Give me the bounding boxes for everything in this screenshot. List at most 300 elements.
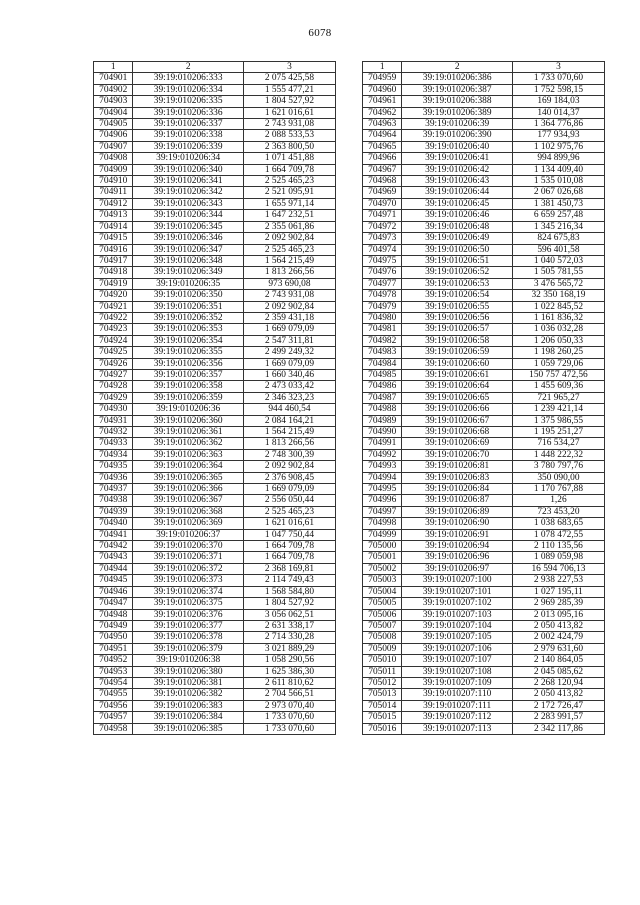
cadastral-number-cell: 39:19:010206:370 [133, 541, 243, 552]
cadastral-number-cell: 39:19:010206:357 [133, 369, 243, 380]
table-row [363, 290, 605, 301]
row-number-cell: 704969 [363, 187, 402, 198]
value-cell: 1 071 451,88 [243, 153, 335, 164]
cadastral-number-cell: 39:19:010206:376 [133, 609, 243, 620]
row-number-cell: 704917 [94, 255, 133, 266]
cadastral-number-cell: 39:19:010206:59 [402, 347, 512, 358]
row-number-cell: 704919 [94, 278, 133, 289]
value-cell: 32 350 168,19 [512, 290, 604, 301]
row-number-cell: 704930 [94, 404, 133, 415]
row-number-cell: 704961 [363, 96, 402, 107]
table-row [94, 335, 336, 346]
row-number-cell: 704971 [363, 210, 402, 221]
cadastral-number-cell: 39:19:010206:334 [133, 84, 243, 95]
table-row [94, 278, 336, 289]
table-row [363, 677, 605, 688]
table-row [363, 392, 605, 403]
value-cell: 2 556 050,44 [243, 495, 335, 506]
table-row [363, 609, 605, 620]
cadastral-number-cell: 39:19:010206:44 [402, 187, 512, 198]
register-table-left [93, 61, 336, 735]
row-number-cell: 704935 [94, 461, 133, 472]
value-cell: 2 172 726,47 [512, 700, 604, 711]
value-cell: 2 013 095,16 [512, 609, 604, 620]
table-row [363, 301, 605, 312]
row-number-cell: 704911 [94, 187, 133, 198]
table-row [94, 586, 336, 597]
value-cell: 2 084 164,21 [243, 415, 335, 426]
cadastral-number-cell: 39:19:010206:50 [402, 244, 512, 255]
value-cell: 2 067 026,68 [512, 187, 604, 198]
row-number-cell: 704960 [363, 84, 402, 95]
table-row [363, 666, 605, 677]
cadastral-number-cell: 39:19:010206:358 [133, 381, 243, 392]
row-number-cell: 704937 [94, 484, 133, 495]
cadastral-number-cell: 39:19:010206:375 [133, 598, 243, 609]
row-number-cell: 704990 [363, 427, 402, 438]
cadastral-number-cell: 39:19:010206:340 [133, 164, 243, 175]
cadastral-number-cell: 39:19:010206:45 [402, 198, 512, 209]
value-cell: 824 675,83 [512, 233, 604, 244]
cadastral-number-cell: 39:19:010207:113 [402, 723, 512, 734]
table-body [363, 62, 605, 735]
table-row [94, 267, 336, 278]
value-cell: 2 363 800,50 [243, 141, 335, 152]
value-cell: 2 611 810,62 [243, 677, 335, 688]
cadastral-number-cell: 39:19:010206:387 [402, 84, 512, 95]
row-number-cell: 704921 [94, 301, 133, 312]
table-row [94, 632, 336, 643]
value-cell: 2 268 120,94 [512, 677, 604, 688]
value-cell: 1 564 215,49 [243, 427, 335, 438]
table-row [363, 415, 605, 426]
value-cell: 1 669 079,09 [243, 358, 335, 369]
row-number-cell: 705006 [363, 609, 402, 620]
table-row [94, 290, 336, 301]
cadastral-number-cell: 39:19:010207:107 [402, 655, 512, 666]
row-number-cell: 704987 [363, 392, 402, 403]
value-cell: 1 381 450,73 [512, 198, 604, 209]
table-row [94, 381, 336, 392]
cadastral-number-cell: 39:19:010206:60 [402, 358, 512, 369]
table-row [363, 575, 605, 586]
cadastral-number-cell: 39:19:010206:81 [402, 461, 512, 472]
value-cell: 1 564 215,49 [243, 255, 335, 266]
table-header-row [94, 62, 336, 73]
table-row [363, 404, 605, 415]
cadastral-number-cell: 39:19:010206:70 [402, 449, 512, 460]
row-number-cell: 704970 [363, 198, 402, 209]
cadastral-number-cell: 39:19:010206:36 [133, 404, 243, 415]
row-number-cell: 704906 [94, 130, 133, 141]
cadastral-number-cell: 39:19:010207:110 [402, 689, 512, 700]
value-cell: 2 050 413,82 [512, 620, 604, 631]
row-number-cell: 704902 [94, 84, 133, 95]
cadastral-number-cell: 39:19:010206:378 [133, 632, 243, 643]
row-number-cell: 704910 [94, 176, 133, 187]
row-number-cell: 704974 [363, 244, 402, 255]
cadastral-number-cell: 39:19:010206:344 [133, 210, 243, 221]
row-number-cell: 704927 [94, 369, 133, 380]
table-row [363, 107, 605, 118]
value-cell: 3 476 565,72 [512, 278, 604, 289]
row-number-cell: 704959 [363, 73, 402, 84]
column-header: 1 [94, 62, 133, 73]
row-number-cell: 704926 [94, 358, 133, 369]
cadastral-number-cell: 39:19:010206:38 [133, 655, 243, 666]
table-row [94, 484, 336, 495]
row-number-cell: 705012 [363, 677, 402, 688]
value-cell: 2 525 465,23 [243, 506, 335, 517]
row-number-cell: 704968 [363, 176, 402, 187]
row-number-cell: 705013 [363, 689, 402, 700]
table-row [94, 404, 336, 415]
table-row [94, 347, 336, 358]
cadastral-number-cell: 39:19:010206:362 [133, 438, 243, 449]
value-cell: 1 813 266,56 [243, 438, 335, 449]
table-row [94, 449, 336, 460]
row-number-cell: 704940 [94, 518, 133, 529]
row-number-cell: 704997 [363, 506, 402, 517]
table-row [94, 655, 336, 666]
row-number-cell: 704956 [94, 700, 133, 711]
table-body [94, 62, 336, 735]
cadastral-number-cell: 39:19:010206:335 [133, 96, 243, 107]
table-row [363, 689, 605, 700]
cadastral-number-cell: 39:19:010206:352 [133, 312, 243, 323]
cadastral-number-cell: 39:19:010206:66 [402, 404, 512, 415]
value-cell: 1 733 070,60 [243, 712, 335, 723]
value-cell: 1 022 845,52 [512, 301, 604, 312]
table-row [363, 723, 605, 734]
row-number-cell: 704982 [363, 335, 402, 346]
row-number-cell: 704909 [94, 164, 133, 175]
value-cell: 2 938 227,53 [512, 575, 604, 586]
value-cell: 2 979 631,60 [512, 643, 604, 654]
row-number-cell: 704962 [363, 107, 402, 118]
row-number-cell: 704903 [94, 96, 133, 107]
cadastral-number-cell: 39:19:010206:360 [133, 415, 243, 426]
value-cell: 2 525 465,23 [243, 176, 335, 187]
cadastral-number-cell: 39:19:010206:91 [402, 529, 512, 540]
value-cell: 1 555 477,21 [243, 84, 335, 95]
value-cell: 350 090,00 [512, 472, 604, 483]
table-row [94, 677, 336, 688]
value-cell: 2 376 908,45 [243, 472, 335, 483]
value-cell: 2 521 095,91 [243, 187, 335, 198]
table-row [363, 96, 605, 107]
table-row [363, 335, 605, 346]
cadastral-number-cell: 39:19:010206:339 [133, 141, 243, 152]
table-row [94, 221, 336, 232]
cadastral-number-cell: 39:19:010206:355 [133, 347, 243, 358]
table-row [363, 210, 605, 221]
row-number-cell: 704946 [94, 586, 133, 597]
table-row [363, 449, 605, 460]
cadastral-number-cell: 39:19:010206:367 [133, 495, 243, 506]
row-number-cell: 704994 [363, 472, 402, 483]
cadastral-number-cell: 39:19:010206:383 [133, 700, 243, 711]
row-number-cell: 704907 [94, 141, 133, 152]
value-cell: 177 934,93 [512, 130, 604, 141]
row-number-cell: 704955 [94, 689, 133, 700]
value-cell: 2 045 085,62 [512, 666, 604, 677]
cadastral-number-cell: 39:19:010206:64 [402, 381, 512, 392]
cadastral-number-cell: 39:19:010207:109 [402, 677, 512, 688]
row-number-cell: 704934 [94, 449, 133, 460]
table-row [363, 495, 605, 506]
value-cell: 3 021 889,29 [243, 643, 335, 654]
value-cell: 3 056 062,51 [243, 609, 335, 620]
cadastral-number-cell: 39:19:010206:381 [133, 677, 243, 688]
row-number-cell: 704991 [363, 438, 402, 449]
row-number-cell: 704967 [363, 164, 402, 175]
row-number-cell: 704922 [94, 312, 133, 323]
table-row [94, 689, 336, 700]
column-header: 1 [363, 62, 402, 73]
value-cell: 721 965,27 [512, 392, 604, 403]
value-cell: 1 733 070,60 [243, 723, 335, 734]
cadastral-number-cell: 39:19:010206:350 [133, 290, 243, 301]
cadastral-number-cell: 39:19:010206:87 [402, 495, 512, 506]
cadastral-number-cell: 39:19:010206:353 [133, 324, 243, 335]
value-cell: 1 621 016,61 [243, 518, 335, 529]
cadastral-number-cell: 39:19:010206:356 [133, 358, 243, 369]
cadastral-number-cell: 39:19:010206:57 [402, 324, 512, 335]
cadastral-number-cell: 39:19:010206:48 [402, 221, 512, 232]
table-row [363, 324, 605, 335]
table-row [94, 73, 336, 84]
table-row [94, 712, 336, 723]
cadastral-number-cell: 39:19:010206:55 [402, 301, 512, 312]
value-cell: 2 110 135,56 [512, 541, 604, 552]
row-number-cell: 705004 [363, 586, 402, 597]
cadastral-number-cell: 39:19:010206:368 [133, 506, 243, 517]
table-row [363, 506, 605, 517]
value-cell: 169 184,03 [512, 96, 604, 107]
cadastral-number-cell: 39:19:010206:359 [133, 392, 243, 403]
value-cell: 3 780 797,76 [512, 461, 604, 472]
row-number-cell: 704958 [94, 723, 133, 734]
cadastral-number-cell: 39:19:010206:347 [133, 244, 243, 255]
table-header-row [363, 62, 605, 73]
value-cell: 1 664 709,78 [243, 164, 335, 175]
row-number-cell: 705008 [363, 632, 402, 643]
row-number-cell: 704976 [363, 267, 402, 278]
cadastral-number-cell: 39:19:010207:111 [402, 700, 512, 711]
value-cell: 1 198 260,25 [512, 347, 604, 358]
row-number-cell: 704942 [94, 541, 133, 552]
value-cell: 2 088 533,53 [243, 130, 335, 141]
value-cell: 2 114 749,43 [243, 575, 335, 586]
cadastral-number-cell: 39:19:010206:54 [402, 290, 512, 301]
table-row [363, 255, 605, 266]
table-row [94, 141, 336, 152]
cadastral-number-cell: 39:19:010206:346 [133, 233, 243, 244]
cadastral-number-cell: 39:19:010206:377 [133, 620, 243, 631]
cadastral-number-cell: 39:19:010207:108 [402, 666, 512, 677]
table-row [363, 472, 605, 483]
table-row [94, 415, 336, 426]
row-number-cell: 704965 [363, 141, 402, 152]
cadastral-number-cell: 39:19:010206:382 [133, 689, 243, 700]
value-cell: 1 036 032,28 [512, 324, 604, 335]
table-row [94, 723, 336, 734]
table-row [94, 312, 336, 323]
cadastral-number-cell: 39:19:010206:46 [402, 210, 512, 221]
value-cell: 2 547 311,81 [243, 335, 335, 346]
value-cell: 1 625 386,30 [243, 666, 335, 677]
table-row [363, 598, 605, 609]
table-row [94, 552, 336, 563]
table-row [94, 324, 336, 335]
value-cell: 2 704 566,51 [243, 689, 335, 700]
table-row [94, 643, 336, 654]
table-row [363, 233, 605, 244]
value-cell: 1 535 010,08 [512, 176, 604, 187]
value-cell: 1 664 709,78 [243, 541, 335, 552]
row-number-cell: 704947 [94, 598, 133, 609]
column-header: 3 [512, 62, 604, 73]
row-number-cell: 704983 [363, 347, 402, 358]
cadastral-number-cell: 39:19:010206:348 [133, 255, 243, 266]
value-cell: 2 092 902,84 [243, 233, 335, 244]
row-number-cell: 704972 [363, 221, 402, 232]
row-number-cell: 704925 [94, 347, 133, 358]
cadastral-number-cell: 39:19:010207:103 [402, 609, 512, 620]
row-number-cell: 704986 [363, 381, 402, 392]
value-cell: 1 813 266,56 [243, 267, 335, 278]
table-row [94, 130, 336, 141]
cadastral-number-cell: 39:19:010206:53 [402, 278, 512, 289]
value-cell: 2 714 330,28 [243, 632, 335, 643]
row-number-cell: 704999 [363, 529, 402, 540]
value-cell: 1 089 059,98 [512, 552, 604, 563]
table-row [363, 655, 605, 666]
cadastral-number-cell: 39:19:010206:65 [402, 392, 512, 403]
value-cell: 596 401,58 [512, 244, 604, 255]
cadastral-number-cell: 39:19:010206:67 [402, 415, 512, 426]
table-row [363, 358, 605, 369]
value-cell: 1 733 070,60 [512, 73, 604, 84]
cadastral-number-cell: 39:19:010206:336 [133, 107, 243, 118]
value-cell: 1 752 598,15 [512, 84, 604, 95]
row-number-cell: 704977 [363, 278, 402, 289]
cadastral-number-cell: 39:19:010207:112 [402, 712, 512, 723]
table-row [363, 73, 605, 84]
table-row [94, 700, 336, 711]
cadastral-number-cell: 39:19:010206:34 [133, 153, 243, 164]
cadastral-number-cell: 39:19:010206:35 [133, 278, 243, 289]
row-number-cell: 704964 [363, 130, 402, 141]
value-cell: 2 002 424,79 [512, 632, 604, 643]
table-row [94, 666, 336, 677]
value-cell: 2 050 413,82 [512, 689, 604, 700]
cadastral-number-cell: 39:19:010206:43 [402, 176, 512, 187]
value-cell: 150 757 472,56 [512, 369, 604, 380]
row-number-cell: 704923 [94, 324, 133, 335]
table-row [363, 712, 605, 723]
row-number-cell: 704914 [94, 221, 133, 232]
table-row [363, 529, 605, 540]
row-number-cell: 705014 [363, 700, 402, 711]
row-number-cell: 704933 [94, 438, 133, 449]
value-cell: 2 525 465,23 [243, 244, 335, 255]
value-cell: 1 655 971,14 [243, 198, 335, 209]
row-number-cell: 705003 [363, 575, 402, 586]
row-number-cell: 704929 [94, 392, 133, 403]
cadastral-number-cell: 39:19:010206:390 [402, 130, 512, 141]
table-row [363, 620, 605, 631]
value-cell: 1 040 572,03 [512, 255, 604, 266]
value-cell: 1 058 290,56 [243, 655, 335, 666]
cadastral-number-cell: 39:19:010206:363 [133, 449, 243, 460]
table-row [363, 552, 605, 563]
row-number-cell: 704963 [363, 119, 402, 130]
row-number-cell: 704996 [363, 495, 402, 506]
table-row [94, 233, 336, 244]
value-cell: 2 075 425,58 [243, 73, 335, 84]
value-cell: 1 078 472,55 [512, 529, 604, 540]
cadastral-number-cell: 39:19:010206:84 [402, 484, 512, 495]
table-row [363, 541, 605, 552]
table-row [94, 495, 336, 506]
row-number-cell: 704989 [363, 415, 402, 426]
cadastral-number-cell: 39:19:010206:388 [402, 96, 512, 107]
cadastral-number-cell: 39:19:010206:380 [133, 666, 243, 677]
cadastral-number-cell: 39:19:010206:42 [402, 164, 512, 175]
row-number-cell: 704995 [363, 484, 402, 495]
value-cell: 1 038 683,65 [512, 518, 604, 529]
value-cell: 1 059 729,06 [512, 358, 604, 369]
table-row [94, 506, 336, 517]
value-cell: 1 195 251,27 [512, 427, 604, 438]
cadastral-number-cell: 39:19:010206:69 [402, 438, 512, 449]
row-number-cell: 705001 [363, 552, 402, 563]
cadastral-number-cell: 39:19:010207:104 [402, 620, 512, 631]
table-row [363, 221, 605, 232]
row-number-cell: 705011 [363, 666, 402, 677]
cadastral-number-cell: 39:19:010206:354 [133, 335, 243, 346]
column-header: 2 [133, 62, 243, 73]
cadastral-number-cell: 39:19:010206:366 [133, 484, 243, 495]
value-cell: 1 568 584,80 [243, 586, 335, 597]
table-row [363, 84, 605, 95]
row-number-cell: 704904 [94, 107, 133, 118]
cadastral-number-cell: 39:19:010206:361 [133, 427, 243, 438]
row-number-cell: 704938 [94, 495, 133, 506]
row-number-cell: 704928 [94, 381, 133, 392]
value-cell: 994 899,96 [512, 153, 604, 164]
table-row [94, 119, 336, 130]
cadastral-number-cell: 39:19:010206:96 [402, 552, 512, 563]
cadastral-number-cell: 39:19:010206:58 [402, 335, 512, 346]
row-number-cell: 705009 [363, 643, 402, 654]
value-cell: 1 134 409,40 [512, 164, 604, 175]
table-row [363, 141, 605, 152]
row-number-cell: 704924 [94, 335, 133, 346]
table-row [94, 472, 336, 483]
row-number-cell: 704918 [94, 267, 133, 278]
value-cell: 1 239 421,14 [512, 404, 604, 415]
row-number-cell: 704981 [363, 324, 402, 335]
cadastral-number-cell: 39:19:010206:342 [133, 187, 243, 198]
value-cell: 1 804 527,92 [243, 598, 335, 609]
table-row [94, 563, 336, 574]
table-row [94, 107, 336, 118]
value-cell: 723 453,20 [512, 506, 604, 517]
row-number-cell: 704915 [94, 233, 133, 244]
